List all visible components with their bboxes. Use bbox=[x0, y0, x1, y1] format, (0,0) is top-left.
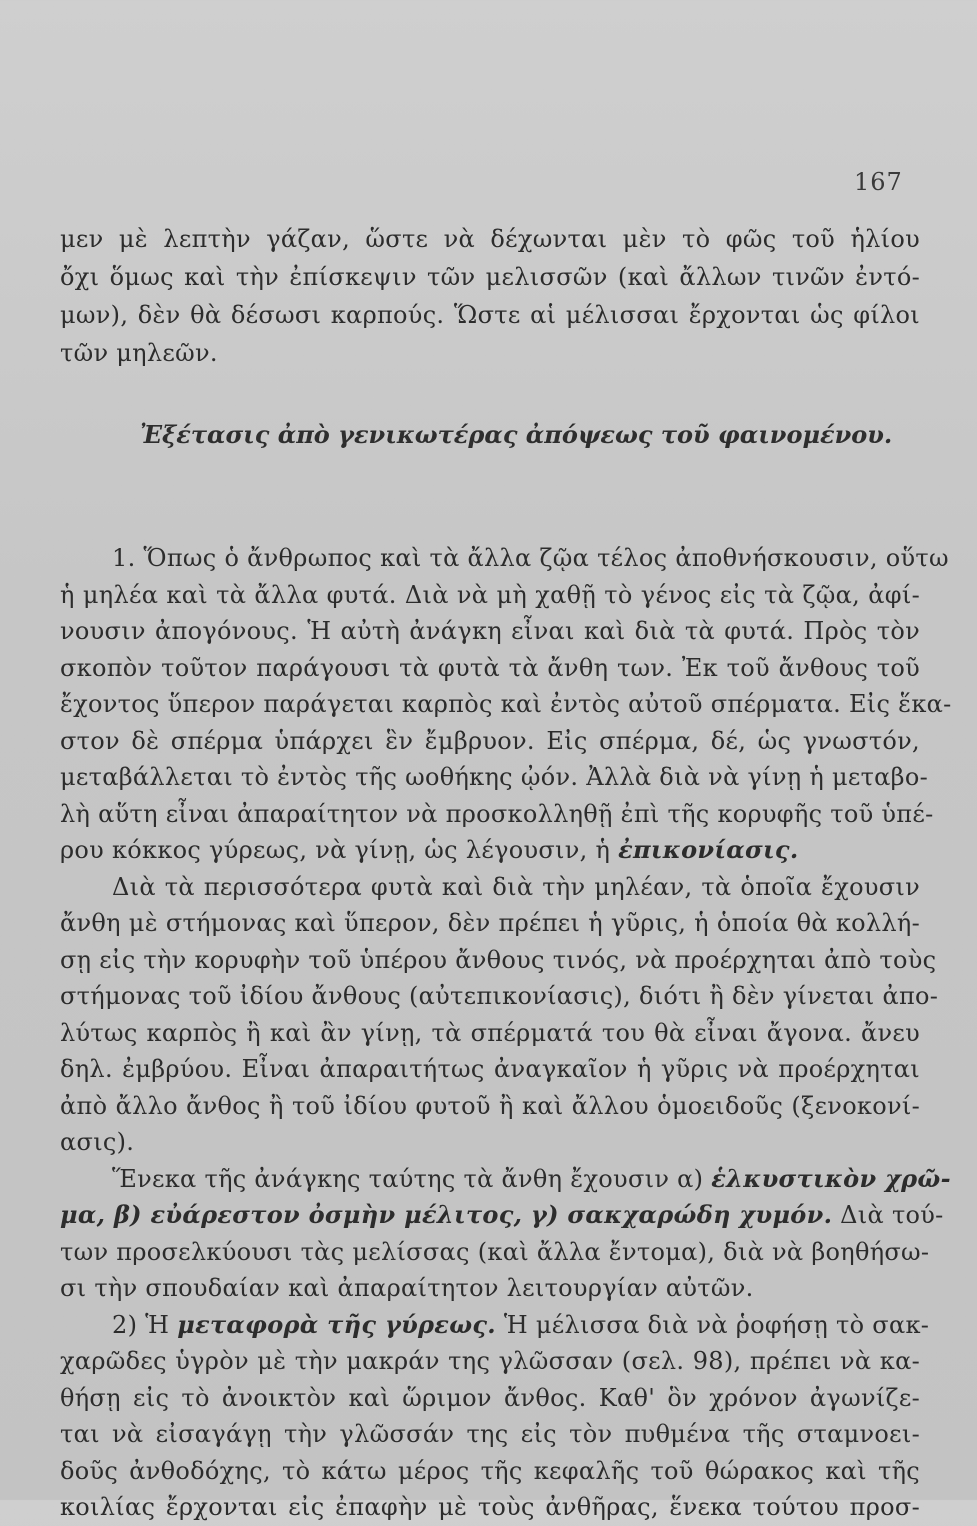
text-line: σῃ εἰς τὴν κορυφὴν τοῦ ὑπέρου ἄνθους τινός, νὰ προέρχηται ἀπὸ τοὺς bbox=[60, 945, 937, 974]
text-line bbox=[60, 1307, 930, 1344]
text-line bbox=[60, 1197, 944, 1234]
emphasized-term: ἑλκυστικὸν χρῶ- bbox=[711, 1163, 951, 1193]
text-line: στήμονας τοῦ ἰδίου ἄνθους (αὐτεπικονίασις), διότι ἢ δὲν γίνεται ἀπο- bbox=[60, 982, 939, 1010]
text-line: 1. Ὅπως ὁ ἄνθρωπος καὶ τὰ ἄλλα ζῷα τέλος ἀποθνήσκουσιν, οὕτω bbox=[112, 544, 949, 572]
text-line: λὴ αὕτη εἶναι ἀπαραίτητον νὰ προσκολληθῇ ἐπὶ τῆς κορυφῆς τοῦ ὑπέ- bbox=[60, 799, 934, 828]
text-line: ται νὰ εἰσαγάγῃ τὴν γλῶσσάν της εἰς τὸν πυθμένα τῆς σταμνοει- bbox=[60, 1420, 920, 1448]
text-line: ἀπὸ ἄλλο ἄνθος ἢ τοῦ ἰδίου φυτοῦ ἢ καὶ ἄλλου ὁμοειδοῦς (ξενοκονί- bbox=[60, 1091, 920, 1120]
text-run: Ἡ μέλισσα διὰ νὰ ῥοφήσῃ τὸ σακ- bbox=[495, 1310, 930, 1339]
text-line: μεταβάλλεται τὸ ἐντὸς τῆς ωοθήκης ᾠόν. Ἀλλὰ διὰ νὰ γίνῃ ἡ μεταβο- bbox=[60, 763, 929, 791]
text-line: τῶν μηλεῶν. bbox=[60, 339, 218, 367]
text-line: μεν μὲ λεπτὴν γάζαν, ὥστε νὰ δέχωνται μὲν τὸ φῶς τοῦ ἡλίου bbox=[60, 225, 920, 253]
text-line: δοῦς ἀνθοδόχης, τὸ κάτω μέρος τῆς κεφαλῆς τοῦ θώρακος καὶ τῆς bbox=[60, 1456, 920, 1485]
text-line: μων), δὲν θὰ δέσωσι καρπούς. Ὥστε αἱ μέλισσαι ἔρχονται ὡς φίλοι bbox=[60, 301, 920, 329]
text-run: 2) Ἡ bbox=[112, 1310, 178, 1339]
text-run: Ἕνεκα τῆς ἀνάγκης ταύτης τὰ ἄνθη ἔχουσιν α) bbox=[112, 1164, 712, 1193]
text-line bbox=[60, 832, 920, 869]
text-line: ἡ μηλέα καὶ τὰ ἄλλα φυτά. Διὰ νὰ μὴ χαθῇ τὸ γένος εἰς τὰ ζῷα, ἀφί- bbox=[60, 580, 920, 609]
emphasized-term: μεταφορὰ τῆς γύρεως. bbox=[177, 1309, 496, 1339]
emphasized-term: ἐπικονίασις. bbox=[618, 835, 799, 864]
text-line: ἔχοντος ὕπερον παράγεται καρπὸς καὶ ἐντὸς αὐτοῦ σπέρματα. Εἰς ἕκα- bbox=[60, 690, 952, 718]
intro-paragraph bbox=[60, 220, 920, 372]
section-heading: Ἐξέτασις ἀπὸ γενικωτέρας ἀπόψεως τοῦ φαινομένου. bbox=[140, 420, 893, 449]
text-line: των προσελκύουσι τὰς μελίσσας (καὶ ἄλλα ἔντομα), διὰ νὰ βοηθήσω- bbox=[60, 1237, 930, 1266]
page-number: 167 bbox=[854, 168, 903, 196]
section-body bbox=[60, 540, 952, 1526]
text-run: ρου κόκκος γύρεως, νὰ γίνῃ, ὡς λέγουσιν, ἡ bbox=[60, 836, 619, 864]
text-line: θήσῃ εἰς τὸ ἀνοικτὸν καὶ ὥριμον ἄνθος. Καθ' ὃν χρόνον ἀγωνίζε- bbox=[60, 1383, 920, 1412]
emphasized-term: μα, β) εὐάρεστον ὀσμὴν μέλιτος, γ) σακχαρώδη χυμόν. bbox=[60, 1200, 833, 1229]
text-line: στον δὲ σπέρμα ὑπάρχει ἓν ἔμβρυον. Εἰς σπέρμα, δέ, ὡς γνωστόν, bbox=[60, 726, 920, 755]
text-run: Διὰ τού- bbox=[832, 1201, 944, 1229]
text-line: ἄνθη μὲ στήμονας καὶ ὕπερον, δὲν πρέπει ἡ γῦρις, ἡ ὁποία θὰ κολλή- bbox=[60, 909, 920, 937]
text-line: ὄχι ὅμως καὶ τὴν ἐπίσκεψιν τῶν μελισσῶν (καὶ ἄλλων τινῶν ἐντό- bbox=[60, 263, 920, 291]
text-line: λύτως καρπὸς ἢ καὶ ἂν γίνῃ, τὰ σπέρματά του θὰ εἶναι ἄγονα. ἄνευ bbox=[60, 1018, 920, 1047]
text-line: σι τὴν σπουδαίαν καὶ ἀπαραίτητον λειτουργίαν αὐτῶν. bbox=[60, 1274, 754, 1302]
text-line: ασις). bbox=[60, 1128, 135, 1156]
text-line: Διὰ τὰ περισσότερα φυτὰ καὶ διὰ τὴν μηλέαν, τὰ ὁποῖα ἔχουσιν bbox=[112, 872, 920, 901]
text-line: νουσιν ἀπογόνους. Ἡ αὐτὴ ἀνάγκη εἶναι καὶ διὰ τὰ φυτά. Πρὸς τὸν bbox=[60, 617, 920, 645]
text-line: χαρῶδες ὑγρὸν μὲ τὴν μακράν της γλῶσσαν (σελ. 98), πρέπει νὰ κα- bbox=[60, 1347, 920, 1375]
text-line: κοιλίας ἔρχονται εἰς ἐπαφὴν μὲ τοὺς ἀνθῆρας, ἕνεκα τούτου προσ- bbox=[60, 1493, 920, 1521]
text-line: σκοπὸν τοῦτον παράγουσι τὰ φυτὰ τὰ ἄνθη των. Ἐκ τοῦ ἄνθους τοῦ bbox=[60, 653, 920, 682]
text-line bbox=[60, 1161, 951, 1198]
text-line: δηλ. ἐμβρύου. Εἶναι ἀπαραιτήτως ἀναγκαῖον ἡ γῦρις νὰ προέρχηται bbox=[60, 1055, 920, 1083]
